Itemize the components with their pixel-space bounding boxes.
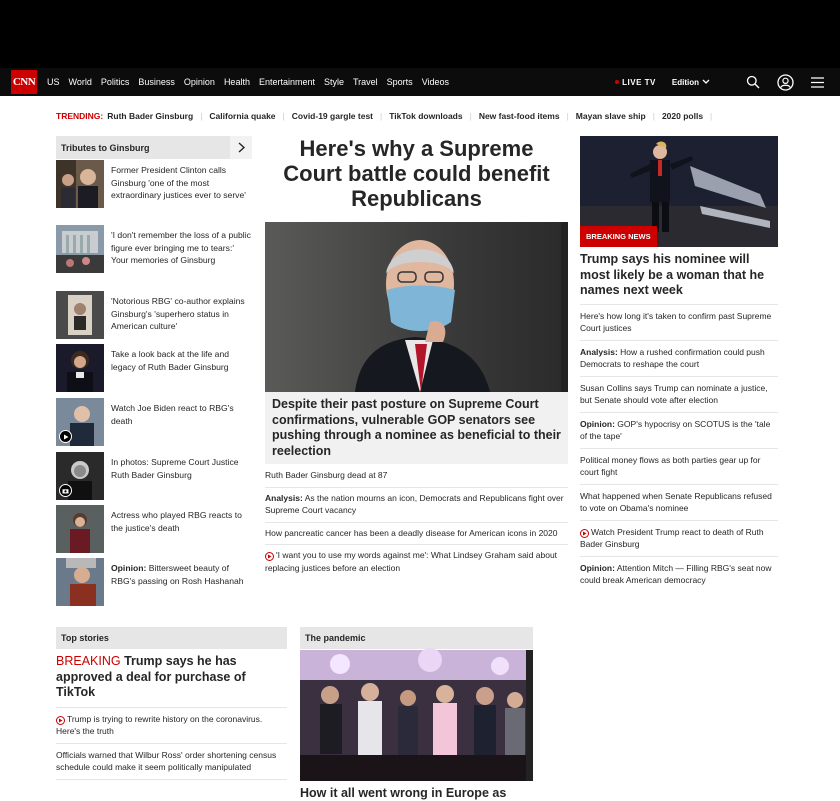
list-item[interactable] xyxy=(56,225,252,273)
lead-related-list xyxy=(265,465,568,579)
nav-link-health[interactable]: Health xyxy=(223,77,250,87)
tributes-header[interactable] xyxy=(56,136,252,159)
item-title: GOP's hypocrisy on SCOTUS is the 'tale of the tape' xyxy=(580,418,771,441)
trending-bar xyxy=(56,110,719,122)
tributes-section xyxy=(56,136,252,586)
list-item[interactable] xyxy=(580,341,778,377)
lead-headline[interactable]: Here's why a Supreme Court battle could benefit Republicans xyxy=(283,136,550,211)
hero-image[interactable] xyxy=(265,222,568,392)
nav-link-videos[interactable]: Videos xyxy=(421,77,450,87)
list-item[interactable] xyxy=(56,344,252,392)
list-item[interactable] xyxy=(580,377,778,413)
live-tv-link[interactable] xyxy=(615,78,656,87)
item-title: 'Notorious RBG' co-author explains Ginsburg's 'superhero status in American culture' xyxy=(111,296,245,331)
list-item[interactable] xyxy=(580,413,778,449)
trending-item[interactable]: 2020 polls xyxy=(661,111,704,121)
list-item[interactable] xyxy=(265,523,568,546)
list-item[interactable] xyxy=(265,465,568,488)
trending-divider: | xyxy=(469,111,472,121)
list-item[interactable] xyxy=(56,558,252,606)
item-text xyxy=(111,398,252,446)
camera-icon xyxy=(59,484,72,497)
cnn-logo[interactable]: CNN xyxy=(11,70,37,94)
item-title: Officials warned that Wilbur Ross' order shortening census schedule could make it seem politically manipulated xyxy=(56,749,277,772)
item-title: Attention Mitch — Filling RBG's seat now could break American democracy xyxy=(580,562,772,585)
item-title: 'I want you to use my words against me': What Lindsey Graham said about replacing justices before an election xyxy=(265,550,558,573)
trending-divider: | xyxy=(380,111,383,121)
trending-item[interactable]: TikTok downloads xyxy=(389,111,463,121)
thumbnail-image xyxy=(56,558,104,606)
list-item[interactable] xyxy=(56,708,287,744)
item-prefix: Opinion: xyxy=(580,562,615,573)
list-item[interactable] xyxy=(580,449,778,485)
list-item[interactable] xyxy=(580,305,778,341)
nav-link-sports[interactable]: Sports xyxy=(386,77,413,87)
pandemic-title: The pandemic xyxy=(300,627,533,649)
trending-item[interactable]: Covid-19 gargle test xyxy=(291,111,374,121)
item-text xyxy=(111,344,252,392)
thumbnail-image xyxy=(56,505,104,553)
nav-link-entertainment[interactable]: Entertainment xyxy=(258,77,315,87)
live-tv-label: LIVE TV xyxy=(622,77,656,87)
nav-link-world[interactable]: World xyxy=(68,77,92,87)
list-item[interactable] xyxy=(265,545,568,579)
item-title: Watch President Trump react to death of Ruth Bader Ginsburg xyxy=(580,526,764,549)
list-item[interactable] xyxy=(56,398,252,446)
item-title: Watch Joe Biden react to RBG's death xyxy=(111,403,234,426)
hero-caption[interactable]: Despite their past posture on Supreme Court confirmations, vulnerable GOP senators see pushing through a nominee as beneficial to their reelection xyxy=(265,392,568,464)
menu-icon[interactable] xyxy=(808,73,826,91)
nav-link-opinion[interactable]: Opinion xyxy=(183,77,215,87)
item-title: Ruth Bader Ginsburg dead at 87 xyxy=(265,470,388,480)
edition-label: Edition xyxy=(671,77,699,87)
item-title: What happened when Senate Republicans refused to vote on Obama's nominee xyxy=(580,490,772,513)
trending-item[interactable]: Mayan slave ship xyxy=(575,111,646,121)
pandemic-caption[interactable]: How it all went wrong in Europe as xyxy=(300,786,507,800)
trending-label: TRENDING: xyxy=(56,111,104,121)
item-title: As the nation mourns an icon, Democrats and Republicans fight over Supreme Court vacancy xyxy=(265,492,564,515)
breaking-section xyxy=(580,136,778,592)
top-ad-banner xyxy=(0,0,840,68)
item-prefix: Opinion: xyxy=(580,418,615,429)
list-item[interactable] xyxy=(265,488,568,523)
item-title: How pancreatic cancer has been a deadly disease for American icons in 2020 xyxy=(265,527,558,538)
item-prefix: Analysis: xyxy=(265,492,303,503)
account-icon[interactable] xyxy=(776,73,794,91)
item-title: Susan Collins says Trump can nominate a justice, but Senate should vote after election xyxy=(580,382,768,405)
thumbnail-image xyxy=(56,291,104,339)
item-title: Political money flows as both parties gear up for court fight xyxy=(580,454,761,477)
item-title: Former President Clinton calls Ginsburg 'one of the most extraordinary justices ever to serve' xyxy=(111,165,246,200)
play-icon xyxy=(59,430,72,443)
main-nav xyxy=(0,68,840,96)
breaking-news-label: BREAKING NEWS xyxy=(580,226,657,247)
play-icon xyxy=(580,529,589,538)
item-title: How a rushed confirmation could push Democrats to reshape the court xyxy=(580,346,765,369)
search-icon[interactable] xyxy=(744,73,762,91)
item-text xyxy=(111,505,252,553)
item-title: Take a look back at the life and legacy of Ruth Bader Ginsburg xyxy=(111,349,229,372)
trending-item[interactable]: New fast-food items xyxy=(478,111,560,121)
list-item[interactable] xyxy=(56,452,252,500)
item-title: 'I don't remember the loss of a public figure ever bringing me to tears:' Your memories of Ginsburg xyxy=(111,230,251,265)
trending-divider: | xyxy=(652,111,655,121)
thumbnail-image xyxy=(56,160,104,208)
play-icon xyxy=(265,552,274,561)
nav-link-business[interactable]: Business xyxy=(138,77,175,87)
edition-selector[interactable] xyxy=(672,78,710,87)
list-item[interactable] xyxy=(56,744,287,780)
list-item[interactable] xyxy=(580,485,778,521)
thumbnail-image xyxy=(56,344,104,392)
thumbnail-image xyxy=(56,398,104,446)
top-stories-title: Top stories xyxy=(56,627,287,649)
trending-divider: | xyxy=(710,111,713,121)
breaking-prefix: BREAKING xyxy=(56,654,121,668)
nav-link-politics[interactable]: Politics xyxy=(100,77,130,87)
pandemic-image[interactable] xyxy=(300,650,533,781)
breaking-image[interactable] xyxy=(580,136,778,247)
item-text xyxy=(111,452,252,500)
nav-link-travel[interactable]: Travel xyxy=(353,77,378,87)
thumbnail-image xyxy=(56,452,104,500)
item-title: Bittersweet beauty of RBG's passing on Rosh Hashanah xyxy=(111,563,244,586)
item-title: In photos: Supreme Court Justice Ruth Bader Ginsburg xyxy=(111,457,239,480)
tributes-title: Tributes to Ginsburg xyxy=(61,142,150,153)
item-title: Trump is trying to rewrite history on the coronavirus. Here's the truth xyxy=(56,713,263,736)
item-title: Actress who played RBG reacts to the justice's death xyxy=(111,510,242,533)
top-story-title: Trump says he has approved a deal for purchase of TikTok xyxy=(56,654,246,699)
chevron-down-icon xyxy=(702,79,710,85)
list-item[interactable] xyxy=(56,160,252,208)
item-prefix: Analysis: xyxy=(580,346,618,357)
thumbnail-image xyxy=(56,225,104,273)
item-text xyxy=(111,558,252,606)
list-item[interactable] xyxy=(580,557,778,592)
item-title: Here's how long it's taken to confirm past Supreme Court justices xyxy=(580,310,772,333)
trending-divider: | xyxy=(566,111,569,121)
play-icon xyxy=(56,716,65,725)
list-item[interactable] xyxy=(56,291,252,339)
trending-item[interactable]: Ruth Bader Ginsburg xyxy=(107,111,194,121)
item-text xyxy=(111,160,252,208)
lead-story xyxy=(265,136,568,573)
nav-link-style[interactable]: Style xyxy=(323,77,344,87)
trending-item[interactable]: California quake xyxy=(209,111,276,121)
top-story-headline[interactable] xyxy=(56,654,287,708)
breaking-headline[interactable]: Trump says his nominee will most likely be a woman that he names next week xyxy=(580,252,778,305)
nav-link-us[interactable]: US xyxy=(47,77,60,87)
item-text xyxy=(111,291,252,339)
item-text xyxy=(111,225,252,273)
top-stories-section xyxy=(56,627,287,780)
list-item[interactable] xyxy=(580,521,778,557)
live-dot-icon xyxy=(615,80,619,84)
chevron-right-icon[interactable] xyxy=(230,136,252,159)
item-prefix: Opinion: xyxy=(111,563,147,573)
list-item[interactable] xyxy=(56,505,252,553)
pandemic-section xyxy=(300,627,533,801)
trending-divider: | xyxy=(200,111,203,121)
trending-divider: | xyxy=(282,111,285,121)
